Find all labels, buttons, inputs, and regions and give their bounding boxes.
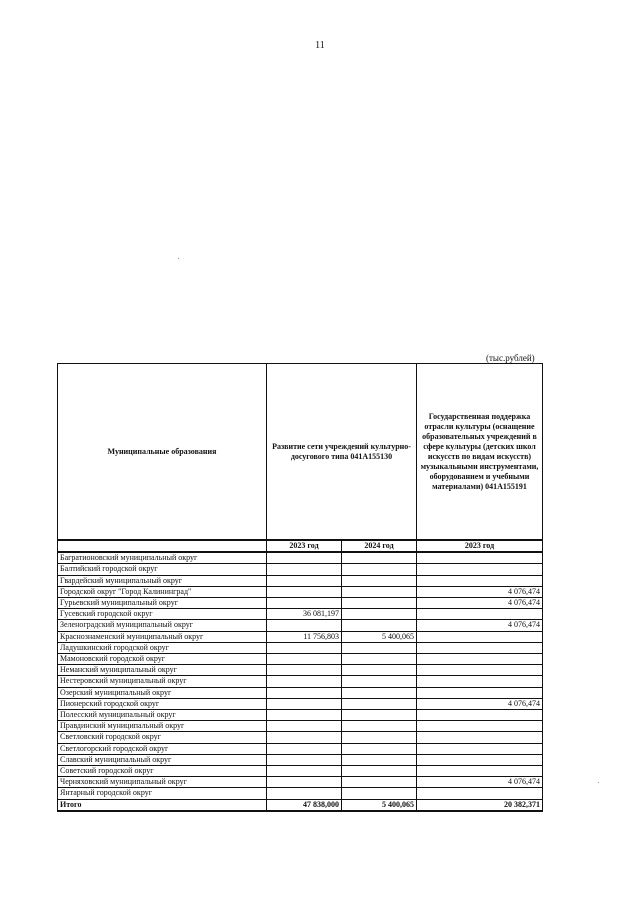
value-cultural-2023 — [267, 777, 342, 788]
value-cultural-2023 — [267, 766, 342, 777]
table-row — [58, 609, 543, 620]
municipality-name: Гвардейский муниципальный округ — [58, 575, 267, 586]
municipality-name: Городской округ "Город Калининград" — [58, 586, 267, 597]
municipality-name: Балтийский городской округ — [58, 564, 267, 575]
table-row — [58, 687, 543, 698]
value-cultural-2024 — [342, 721, 417, 732]
header-year-1: 2023 год — [267, 540, 342, 552]
value-support-2023 — [417, 609, 543, 620]
value-cultural-2024 — [342, 732, 417, 743]
value-cultural-2024 — [342, 754, 417, 765]
table-row — [58, 721, 543, 732]
value-support-2023 — [417, 642, 543, 653]
value-support-2023 — [417, 687, 543, 698]
municipality-name: Мамоновский городской округ — [58, 654, 267, 665]
total-label: Итого — [58, 799, 267, 811]
value-cultural-2024 — [342, 698, 417, 709]
value-cultural-2023 — [267, 552, 342, 564]
table-body — [58, 552, 543, 811]
value-support-2023 — [417, 575, 543, 586]
total-row — [58, 799, 543, 811]
table-row — [58, 777, 543, 788]
municipality-name: Янтарный городской округ — [58, 788, 267, 799]
value-cultural-2023 — [267, 564, 342, 575]
municipality-name: Полесский муниципальный округ — [58, 710, 267, 721]
value-cultural-2024 — [342, 777, 417, 788]
table-row — [58, 564, 543, 575]
table-row — [58, 575, 543, 586]
value-cultural-2023 — [267, 710, 342, 721]
value-support-2023: 4 076,474 — [417, 598, 543, 609]
value-support-2023 — [417, 732, 543, 743]
municipality-name: Неманский муниципальный округ — [58, 665, 267, 676]
municipality-name: Гусевский городской округ — [58, 609, 267, 620]
municipality-name: Багратионовский муниципальный округ — [58, 552, 267, 564]
table-row — [58, 665, 543, 676]
municipality-name: Пионерский городской округ — [58, 698, 267, 709]
value-support-2023 — [417, 754, 543, 765]
value-cultural-2023 — [267, 788, 342, 799]
value-cultural-2024 — [342, 575, 417, 586]
value-cultural-2023 — [267, 687, 342, 698]
value-cultural-2024 — [342, 710, 417, 721]
value-support-2023 — [417, 631, 543, 642]
value-cultural-2023: 11 756,803 — [267, 631, 342, 642]
table-row — [58, 642, 543, 653]
page-number: 11 — [315, 40, 325, 51]
value-cultural-2024 — [342, 642, 417, 653]
value-cultural-2024 — [342, 676, 417, 687]
municipality-name: Черняховский муниципальный округ — [58, 777, 267, 788]
value-cultural-2024 — [342, 766, 417, 777]
table-row — [58, 620, 543, 631]
header-blank — [58, 540, 267, 552]
table-row — [58, 586, 543, 597]
municipality-name: Нестеровский муниципальный округ — [58, 676, 267, 687]
value-support-2023 — [417, 564, 543, 575]
scan-speck — [178, 258, 179, 259]
table-row — [58, 631, 543, 642]
value-support-2023: 4 076,474 — [417, 620, 543, 631]
table-row — [58, 676, 543, 687]
municipality-name: Светлогорский городской округ — [58, 743, 267, 754]
value-support-2023: 4 076,474 — [417, 777, 543, 788]
value-support-2023 — [417, 552, 543, 564]
municipality-name: Светловский городской округ — [58, 732, 267, 743]
total-support-2023: 20 382,371 — [417, 799, 543, 811]
value-cultural-2024 — [342, 743, 417, 754]
value-cultural-2024 — [342, 598, 417, 609]
value-cultural-2023 — [267, 754, 342, 765]
value-cultural-2023 — [267, 721, 342, 732]
table-row — [58, 732, 543, 743]
value-cultural-2023 — [267, 665, 342, 676]
value-support-2023 — [417, 721, 543, 732]
value-cultural-2023 — [267, 598, 342, 609]
table-row — [58, 754, 543, 765]
table-row — [58, 743, 543, 754]
value-support-2023 — [417, 665, 543, 676]
municipality-name: Зеленоградский муниципальный округ — [58, 620, 267, 631]
header-year-3: 2023 год — [417, 540, 543, 552]
value-cultural-2023 — [267, 732, 342, 743]
header-municipality: Муниципальные образования — [58, 364, 267, 541]
value-cultural-2024 — [342, 609, 417, 620]
table-row — [58, 654, 543, 665]
value-cultural-2023 — [267, 654, 342, 665]
table-row — [58, 598, 543, 609]
table-row — [58, 766, 543, 777]
municipality-name: Советский городской округ — [58, 766, 267, 777]
municipality-name: Краснознаменский муниципальный округ — [58, 631, 267, 642]
value-cultural-2023 — [267, 642, 342, 653]
value-support-2023 — [417, 676, 543, 687]
table-row — [58, 552, 543, 564]
value-support-2023 — [417, 710, 543, 721]
value-support-2023 — [417, 743, 543, 754]
value-cultural-2024 — [342, 586, 417, 597]
value-cultural-2023 — [267, 575, 342, 586]
table-row — [58, 710, 543, 721]
value-cultural-2023: 36 081,197 — [267, 609, 342, 620]
table-row — [58, 788, 543, 799]
value-cultural-2024 — [342, 788, 417, 799]
value-cultural-2024: 5 400,065 — [342, 631, 417, 642]
value-support-2023 — [417, 766, 543, 777]
municipality-name: Славский муниципальный округ — [58, 754, 267, 765]
value-cultural-2024 — [342, 654, 417, 665]
value-cultural-2024 — [342, 665, 417, 676]
header-state-support: Государственная поддержка отрасли культуры (оснащение образовательных учреждений в сфере культуры (детских школ искусств по видам искусств) музыкальными инструментами, оборудованием и учебными материалами) 041А155191 — [417, 364, 543, 541]
municipality-name: Правдинский муниципальный округ — [58, 721, 267, 732]
value-cultural-2024 — [342, 552, 417, 564]
value-cultural-2023 — [267, 620, 342, 631]
value-support-2023 — [417, 788, 543, 799]
total-cultural-2024: 5 400,065 — [342, 799, 417, 811]
value-cultural-2023 — [267, 743, 342, 754]
units-label: (тыс.рублей) — [486, 353, 535, 363]
value-support-2023: 4 076,474 — [417, 698, 543, 709]
municipality-name: Озерский муниципальный округ — [58, 687, 267, 698]
value-cultural-2023 — [267, 698, 342, 709]
value-support-2023: 4 076,474 — [417, 586, 543, 597]
total-cultural-2023: 47 838,000 — [267, 799, 342, 811]
scan-speck — [598, 782, 599, 783]
budget-table — [57, 363, 543, 812]
value-cultural-2023 — [267, 676, 342, 687]
header-year-2: 2024 год — [342, 540, 417, 552]
municipality-name: Ладушкинский городской округ — [58, 642, 267, 653]
value-cultural-2023 — [267, 586, 342, 597]
value-cultural-2024 — [342, 620, 417, 631]
municipality-name: Гурьевский муниципальный округ — [58, 598, 267, 609]
value-cultural-2024 — [342, 687, 417, 698]
value-support-2023 — [417, 654, 543, 665]
header-cultural-network: Развитие сети учреждений культурно-досугового типа 041А155130 — [267, 364, 417, 541]
value-cultural-2024 — [342, 564, 417, 575]
table-row — [58, 698, 543, 709]
